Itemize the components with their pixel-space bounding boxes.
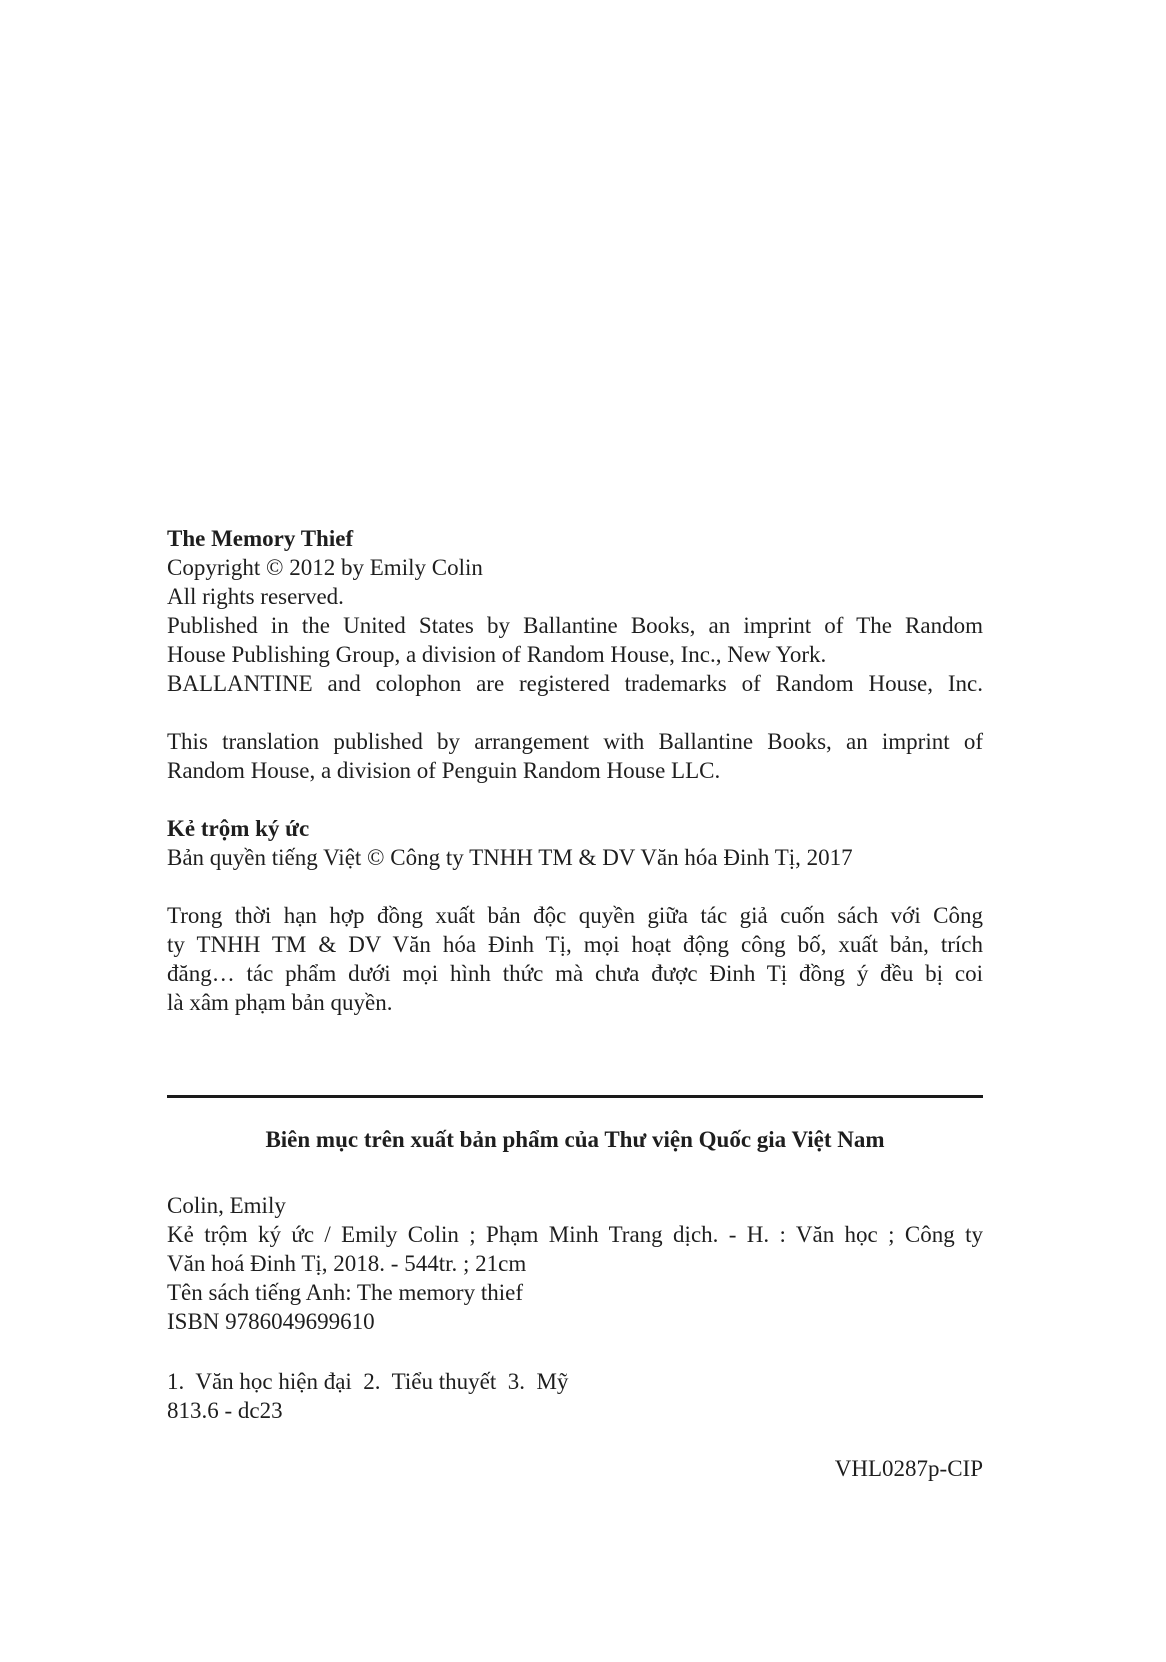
cip-title-line: Kẻ trộm ký ức / Emily Colin ; Phạm Minh Trang dịch. - H. : Văn học ; Công ty bbox=[167, 1222, 983, 1247]
horizontal-rule bbox=[167, 1095, 983, 1098]
cip-ddc-number: 813.6 - dc23 bbox=[167, 1398, 283, 1423]
cip-publisher-line: Văn hoá Đinh Tị, 2018. - 544tr. ; 21cm bbox=[167, 1251, 527, 1276]
colophon-content bbox=[167, 524, 983, 1483]
cip-heading: Biên mục trên xuất bản phẩm của Thư viện Quốc gia Việt Nam bbox=[265, 1127, 885, 1152]
book-title-english: The Memory Thief bbox=[167, 526, 354, 551]
license-line-2: ty TNHH TM & DV Văn hóa Đinh Tị, mọi hoạt động công bố, xuất bản, trích bbox=[167, 932, 983, 957]
published-line-2: House Publishing Group, a division of Random House, Inc., New York. bbox=[167, 642, 827, 667]
license-line-1: Trong thời hạn hợp đồng xuất bản độc quyền giữa tác giả cuốn sách với Công bbox=[167, 903, 983, 928]
license-line-4: là xâm phạm bản quyền. bbox=[167, 990, 393, 1015]
license-notice-block bbox=[167, 901, 983, 1017]
cip-original-title-line: Tên sách tiếng Anh: The memory thief bbox=[167, 1280, 523, 1305]
license-line-3: đăng… tác phẩm dưới mọi hình thức mà chưa được Đinh Tị đồng ý đều bị coi bbox=[167, 961, 983, 986]
published-line-1: Published in the United States by Ballantine Books, an imprint of The Random bbox=[167, 613, 983, 638]
book-title-vietnamese: Kẻ trộm ký ức bbox=[167, 816, 310, 841]
copyright-line: Copyright © 2012 by Emily Colin bbox=[167, 555, 483, 580]
rights-line: All rights reserved. bbox=[167, 584, 344, 609]
cip-author: Colin, Emily bbox=[167, 1193, 286, 1218]
english-copyright-block bbox=[167, 524, 983, 698]
translation-line-2: Random House, a division of Penguin Random House LLC. bbox=[167, 758, 721, 783]
translation-line-1: This translation published by arrangement with Ballantine Books, an imprint of bbox=[167, 729, 983, 754]
translation-arrangement-block bbox=[167, 727, 983, 785]
vietnamese-title-block bbox=[167, 814, 983, 872]
cip-control-number: VHL0287p-CIP bbox=[834, 1456, 983, 1481]
cip-subject-headings: 1. Văn học hiện đại 2. Tiểu thuyết 3. Mỹ bbox=[167, 1369, 569, 1394]
vietnamese-copyright-line: Bản quyền tiếng Việt © Công ty TNHH TM & DV Văn hóa Đinh Tị, 2017 bbox=[167, 845, 853, 870]
trademark-line: BALLANTINE and colophon are registered trademarks of Random House, Inc. bbox=[167, 671, 983, 696]
cip-record-block bbox=[167, 1191, 983, 1336]
cip-isbn: ISBN 9786049699610 bbox=[167, 1309, 375, 1334]
cip-subjects-block bbox=[167, 1367, 983, 1425]
